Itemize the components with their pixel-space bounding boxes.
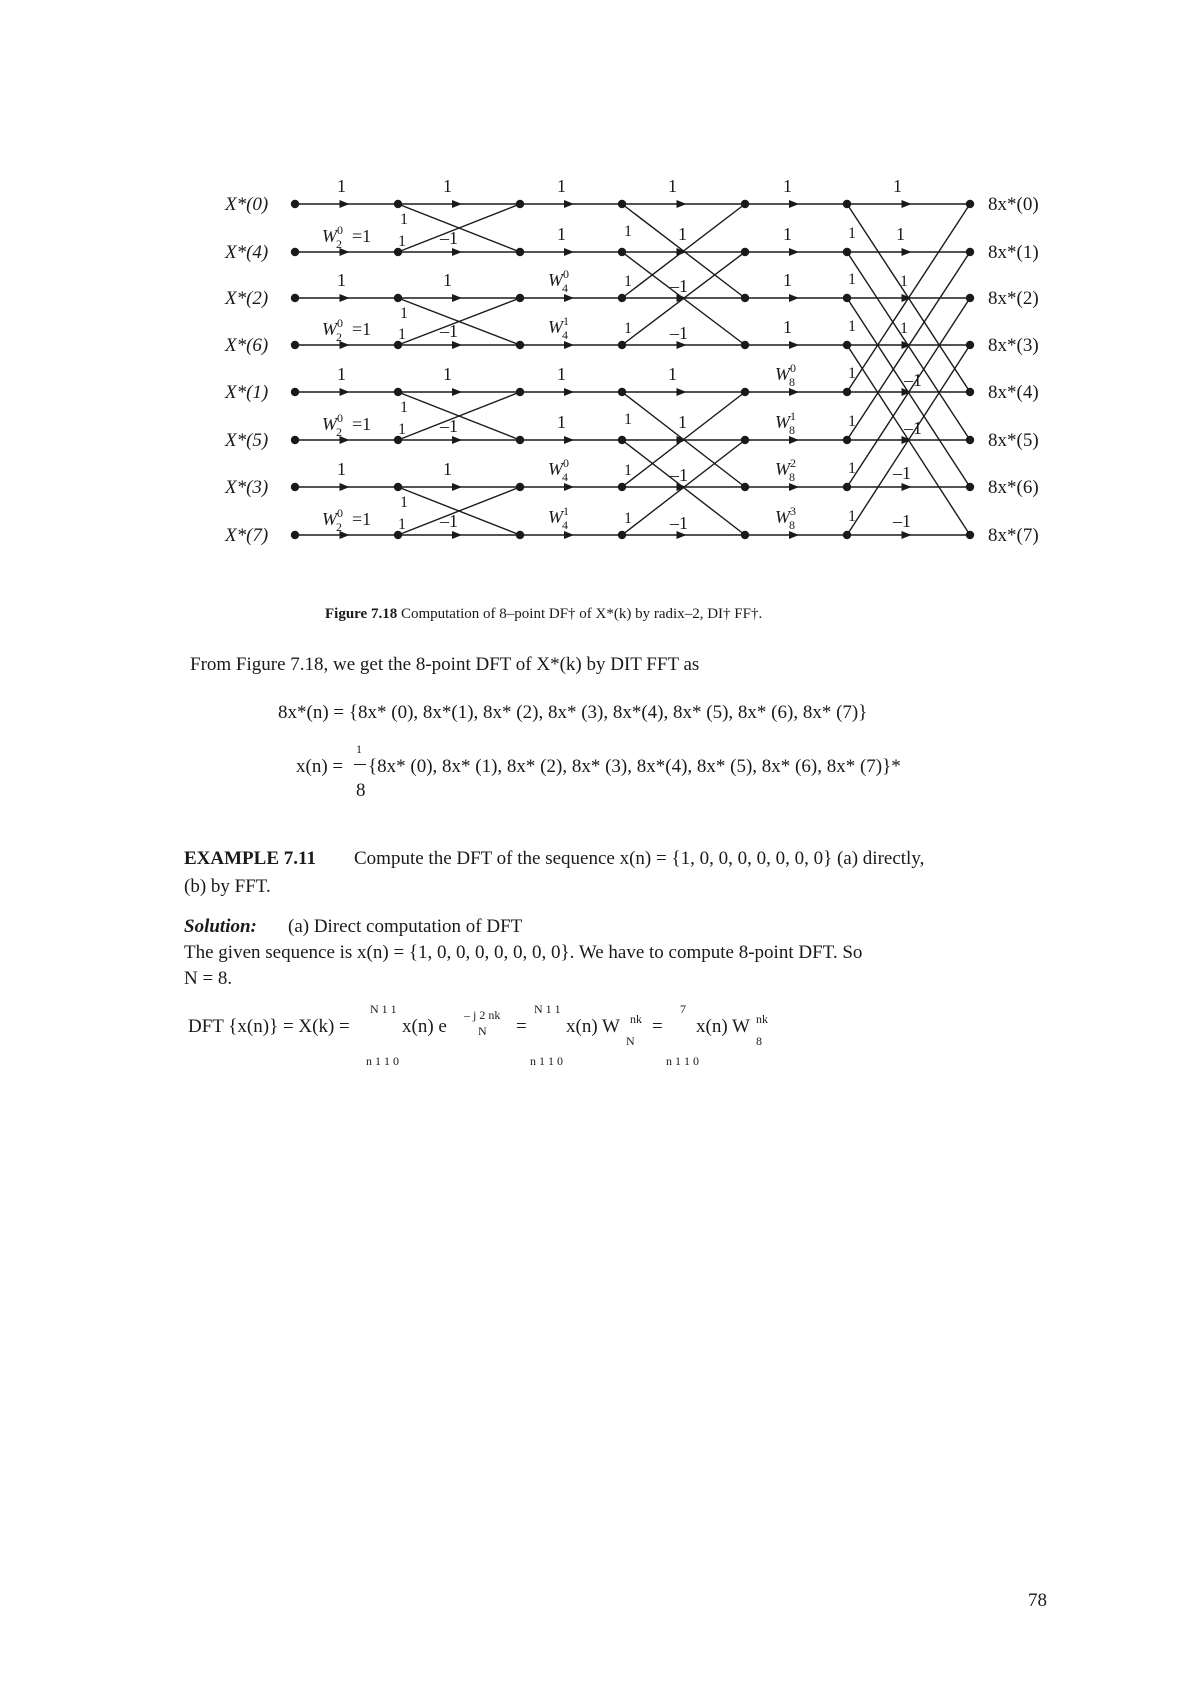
twiddle-w4-0: $W^0$ 4 [548, 456, 569, 484]
gain-one: 1 [398, 326, 406, 343]
gain-one: 1 [398, 421, 406, 438]
arrow-head [452, 388, 462, 396]
gain-minus-one: –1 [440, 511, 458, 531]
gain-minus-one: –1 [670, 513, 688, 533]
figure-caption [325, 606, 762, 623]
node [966, 436, 974, 444]
arrow-head [902, 483, 912, 491]
node [618, 341, 626, 349]
node [741, 483, 749, 491]
node [618, 294, 626, 302]
gain-one: 1 [337, 364, 346, 384]
example-line-2: (b) by FFT. [184, 876, 271, 897]
dft-term-3: x(n) W [696, 1016, 750, 1037]
input-label: X*(7) [225, 525, 269, 546]
caption-text: Computation of 8–point DF† of X*(k) by radix–2, DI† FF†. [400, 606, 763, 622]
equation-1: 8x*(n) = {8x* (0), 8x*(1), 8x* (2), 8x* (3), 8x*(4), 8x* (5), 8x* (6), 8x* (7)} [278, 702, 868, 723]
example-line-1: Compute the DFT of the sequence x(n) = {1, 0, 0, 0, 0, 0, 0, 0} (a) directly, [354, 848, 925, 869]
node [291, 341, 299, 349]
gain-one: 1 [896, 224, 905, 244]
twiddle-w2-0: $W^0$ 2 [322, 223, 343, 251]
gain-minus-one: –1 [893, 511, 911, 531]
node [966, 388, 974, 396]
arrow-head [564, 248, 574, 256]
output-label: 8x*(4) [988, 382, 1039, 403]
dft-term-1: x(n) e [402, 1016, 447, 1037]
sum2-bottom: n 1 1 0 [530, 1054, 563, 1068]
caption-label: Figure 7.18 [325, 606, 398, 622]
gain-one: 1 [337, 270, 346, 290]
arrow-head [340, 294, 350, 302]
arrow-head [789, 388, 799, 396]
gain-one: 1 [783, 317, 792, 337]
twiddle-w8-3: $W^3$ 8 [775, 504, 796, 532]
node [618, 531, 626, 539]
twiddle-w2-0: $W^0$ 2 [322, 506, 343, 534]
gain-one: 1 [398, 233, 406, 250]
node [516, 436, 524, 444]
equation-2-lhs: x(n) = [296, 756, 344, 777]
gain-one: 1 [443, 270, 452, 290]
twiddle-w2-0: $W^0$ 2 [322, 411, 343, 439]
node [516, 248, 524, 256]
arrow-head [452, 341, 462, 349]
dft-equals-2: = [516, 1016, 527, 1037]
sum1-top: N 1 1 [370, 1002, 397, 1016]
input-label: X*(0) [225, 194, 269, 215]
arrow-head [452, 436, 462, 444]
node [394, 294, 402, 302]
equation-2-body: {8x* (0), 8x* (1), 8x* (2), 8x* (3), 8x*(4), 8x* (5), 8x* (6), 8x* (7)}* [368, 756, 901, 777]
arrow-head [564, 294, 574, 302]
butterfly-diagram [0, 0, 1200, 560]
gain-one: 1 [337, 459, 346, 479]
gain-minus-one: –1 [670, 276, 688, 296]
twiddle-w4-1: $W^1$ 4 [548, 314, 569, 342]
node [966, 531, 974, 539]
arrow-head [677, 200, 687, 208]
node [291, 388, 299, 396]
solution-text: (a) Direct computation of DFT [288, 916, 523, 937]
twiddle-w8-2: $W^2$ 8 [775, 456, 796, 484]
output-label: 8x*(5) [988, 430, 1039, 451]
sum3-bottom: n 1 1 0 [666, 1054, 699, 1068]
node [618, 248, 626, 256]
twiddle-w8-1: $W^1$ 8 [775, 409, 796, 437]
gain-minus-one: –1 [904, 370, 922, 390]
twiddle-w2-0: $W^0$ 2 [322, 316, 343, 344]
gain-one: 1 [400, 399, 408, 416]
example-heading [184, 846, 316, 872]
dft-lhs: DFT {x(n)} = X(k) = [188, 1016, 350, 1037]
arrow-head [789, 200, 799, 208]
node [966, 200, 974, 208]
node [516, 388, 524, 396]
gain-one: 1 [557, 224, 566, 244]
output-label: 8x*(6) [988, 477, 1039, 498]
gain-one: 1 [557, 364, 566, 384]
arrow-head [452, 483, 462, 491]
input-label: X*(3) [225, 477, 269, 498]
dft-term-2-sup: nk [630, 1012, 642, 1026]
node [394, 388, 402, 396]
gain-one: 1 [624, 411, 632, 428]
gain-minus-one: –1 [893, 463, 911, 483]
node [843, 483, 851, 491]
node [843, 388, 851, 396]
dft-term-3-sup: nk [756, 1012, 768, 1026]
arrow-head [564, 388, 574, 396]
gain-one: 1 [678, 412, 687, 432]
gain-one: 1 [783, 176, 792, 196]
node [843, 436, 851, 444]
gain-one: 1 [783, 224, 792, 244]
sum3-top: 7 [680, 1002, 686, 1016]
gain-one: 1 [848, 318, 856, 335]
page-number: 78 [1028, 1590, 1047, 1611]
node [741, 531, 749, 539]
equation-2-denominator: 8 [356, 780, 366, 801]
node [516, 294, 524, 302]
arrow-head [789, 483, 799, 491]
arrow-head [452, 200, 462, 208]
node [618, 388, 626, 396]
intro-paragraph: From Figure 7.18, we get the 8-point DFT of X*(k) by DIT FFT as [190, 654, 700, 675]
node [966, 294, 974, 302]
arrow-head [340, 200, 350, 208]
gain-one: 1 [337, 176, 346, 196]
node [291, 483, 299, 491]
gain-one: 1 [848, 271, 856, 288]
arrow-head [340, 388, 350, 396]
gain-one: 1 [624, 462, 632, 479]
arrow-head [789, 436, 799, 444]
node [516, 531, 524, 539]
gain-one: 1 [400, 305, 408, 322]
gain-one: 1 [557, 176, 566, 196]
node [741, 341, 749, 349]
node [741, 388, 749, 396]
node [741, 248, 749, 256]
gain-one: 1 [848, 508, 856, 525]
gain-one: 1 [557, 412, 566, 432]
node [516, 341, 524, 349]
fraction-bar [354, 764, 366, 765]
node [843, 248, 851, 256]
node [618, 436, 626, 444]
gain-one: 1 [900, 320, 908, 337]
dft-term-2-sub: N [626, 1034, 635, 1048]
arrow-head [340, 483, 350, 491]
node [291, 200, 299, 208]
dft-exponent: – j 2 nk [464, 1008, 501, 1022]
gain-one: 1 [398, 516, 406, 533]
gain-one: 1 [624, 223, 632, 240]
node [516, 483, 524, 491]
equation-2-numerator: 1 [356, 742, 362, 756]
gain-one: 1 [893, 176, 902, 196]
node [618, 483, 626, 491]
gain-one: 1 [668, 364, 677, 384]
node [966, 483, 974, 491]
node [291, 531, 299, 539]
gain-one: =1 [352, 414, 372, 434]
gain-one: 1 [678, 224, 687, 244]
gain-one: 1 [783, 270, 792, 290]
input-label: X*(5) [225, 430, 269, 451]
gain-minus-one: –1 [670, 465, 688, 485]
dft-equals-3: = [652, 1016, 663, 1037]
node [843, 341, 851, 349]
input-label: X*(2) [225, 288, 269, 309]
gain-one: =1 [352, 319, 372, 339]
solution-label: Solution: [184, 916, 257, 937]
arrow-head [564, 483, 574, 491]
node [741, 436, 749, 444]
twiddle-w8-0: $W^0$ 8 [775, 361, 796, 389]
node [966, 248, 974, 256]
twiddle-w4-0: $W^0$ 4 [548, 267, 569, 295]
node [741, 200, 749, 208]
node [394, 483, 402, 491]
node [843, 200, 851, 208]
given-line-1: The given sequence is x(n) = {1, 0, 0, 0, 0, 0, 0, 0}. We have to compute 8-point DFT. So [184, 942, 863, 963]
node [291, 436, 299, 444]
output-label: 8x*(1) [988, 242, 1039, 263]
arrow-head [902, 248, 912, 256]
gain-one: 1 [848, 460, 856, 477]
output-label: 8x*(7) [988, 525, 1039, 546]
arrow-head [789, 294, 799, 302]
gain-minus-one: –1 [904, 418, 922, 438]
gain-one: 1 [900, 273, 908, 290]
arrow-head [564, 200, 574, 208]
gain-one: =1 [352, 226, 372, 246]
node [618, 200, 626, 208]
arrow-head [452, 248, 462, 256]
input-label: X*(4) [225, 242, 269, 263]
gain-one: =1 [352, 509, 372, 529]
arrow-head [789, 531, 799, 539]
gain-one: 1 [848, 365, 856, 382]
node [516, 200, 524, 208]
twiddle-w4-1: $W^1$ 4 [548, 504, 569, 532]
gain-one: 1 [443, 364, 452, 384]
output-label: 8x*(0) [988, 194, 1039, 215]
gain-one: 1 [624, 320, 632, 337]
solution-heading [184, 914, 257, 940]
sum2-top: N 1 1 [534, 1002, 561, 1016]
given-line-2: N = 8. [184, 968, 233, 989]
node [843, 294, 851, 302]
output-label: 8x*(2) [988, 288, 1039, 309]
gain-one: 1 [624, 510, 632, 527]
gain-one: 1 [848, 413, 856, 430]
node [741, 294, 749, 302]
gain-one: 1 [443, 176, 452, 196]
gain-one: 1 [400, 494, 408, 511]
arrow-head [902, 200, 912, 208]
gain-minus-one: –1 [670, 323, 688, 343]
arrow-head [564, 436, 574, 444]
input-label: X*(1) [225, 382, 269, 403]
arrow-head [902, 531, 912, 539]
sum1-bottom: n 1 1 0 [366, 1054, 399, 1068]
arrow-head [677, 388, 687, 396]
gain-one: 1 [848, 225, 856, 242]
gain-minus-one: –1 [440, 416, 458, 436]
gain-one: 1 [443, 459, 452, 479]
input-label: X*(6) [225, 335, 269, 356]
arrow-head [789, 341, 799, 349]
dft-term-2: x(n) W [566, 1016, 620, 1037]
gain-one: 1 [624, 273, 632, 290]
gain-one: 1 [400, 211, 408, 228]
dft-exponent-n: N [478, 1024, 487, 1038]
arrow-head [789, 248, 799, 256]
node [291, 294, 299, 302]
example-label: EXAMPLE 7.11 [184, 848, 316, 869]
arrow-head [564, 341, 574, 349]
output-label: 8x*(3) [988, 335, 1039, 356]
arrow-head [452, 294, 462, 302]
gain-minus-one: –1 [440, 321, 458, 341]
node [843, 531, 851, 539]
gain-minus-one: –1 [440, 228, 458, 248]
node [291, 248, 299, 256]
node [394, 200, 402, 208]
node [966, 341, 974, 349]
arrow-head [564, 531, 574, 539]
arrow-head [452, 531, 462, 539]
dft-term-3-sub: 8 [756, 1034, 762, 1048]
gain-one: 1 [668, 176, 677, 196]
